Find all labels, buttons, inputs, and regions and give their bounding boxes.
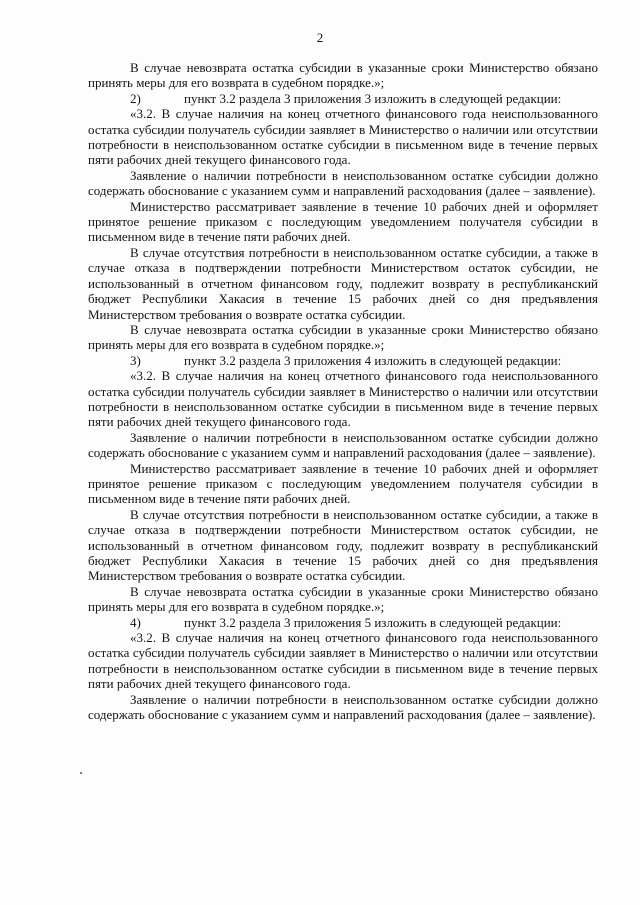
paragraph: «3.2. В случае наличия на конец отчетного финансового года неиспользованного остатка субсидии получатель субсидии заявляет в Министерство о наличии или отсутствии потребности в неиспользованном остатке субсидии в письменном виде в течение первых пяти рабочих дней текущего финансового года.	[88, 106, 598, 168]
paragraph: Министерство рассматривает заявление в течение 10 рабочих дней и оформляет принятое решение приказом с последующим уведомлением получателя субсидии в письменном виде в течение пяти рабочих дней.	[88, 198, 598, 245]
list-item-text: пункт 3.2 раздела 3 приложения 4 изложить в следующей редакции:	[184, 352, 562, 368]
paragraph: «3.2. В случае наличия на конец отчетного финансового года неиспользованного остатка субсидии получатель субсидии заявляет в Министерство о наличии или отсутствии потребности в неиспользованном остатке субсидии в письменном виде в течение первых пяти рабочих дней текущего финансового года.	[88, 630, 598, 692]
document-body	[88, 60, 598, 722]
scan-speck	[80, 772, 82, 774]
list-item-number: 2)	[130, 90, 141, 106]
list-item-text: пункт 3.2 раздела 3 приложения 3 изложить в следующей редакции:	[184, 90, 562, 106]
paragraph: Заявление о наличии потребности в неиспользованном остатке субсидии должно содержать обоснование с указанием сумм и направлений расходования (далее – заявление).	[88, 429, 598, 461]
paragraph: В случае невозврата остатка субсидии в указанные сроки Министерство обязано принять меры для его возврата в судебном порядке.»;	[88, 583, 598, 615]
paragraph: В случае отсутствия потребности в неиспользованном остатке субсидии, а также в случае отказа в подтверждении потребности Министерством остаток субсидии, не использованный в отчетном финансовом году, подлежит возврату в республиканский бюджет Республики Хакасия в течение 15 рабочих дней со дня предъявления Министерством требования о возврате остатка субсидии.	[88, 506, 598, 584]
paragraph: В случае отсутствия потребности в неиспользованном остатке субсидии, а также в случае отказа в подтверждении потребности Министерством остаток субсидии, не использованный в отчетном финансовом году, подлежит возврату в республиканский бюджет Республики Хакасия в течение 15 рабочих дней со дня предъявления Министерством требования о возврате остатка субсидии.	[88, 244, 598, 322]
paragraph: В случае невозврата остатка субсидии в указанные сроки Министерство обязано принять меры для его возврата в судебном порядке.»;	[88, 321, 598, 353]
list-item	[88, 91, 598, 106]
paragraph: В случае невозврата остатка субсидии в указанные сроки Министерство обязано принять меры для его возврата в судебном порядке.»;	[88, 60, 598, 91]
list-item-text: пункт 3.2 раздела 3 приложения 5 изложить в следующей редакции:	[184, 614, 562, 630]
paragraph: Министерство рассматривает заявление в течение 10 рабочих дней и оформляет принятое решение приказом с последующим уведомлением получателя субсидии в письменном виде в течение пяти рабочих дней.	[88, 460, 598, 507]
paragraph: Заявление о наличии потребности в неиспользованном остатке субсидии должно содержать обоснование с указанием сумм и направлений расходования (далее – заявление).	[88, 167, 598, 199]
list-item-number: 3)	[130, 352, 141, 368]
list-item	[88, 615, 598, 630]
paragraph: Заявление о наличии потребности в неиспользованном остатке субсидии должно содержать обоснование с указанием сумм и направлений расходования (далее – заявление).	[88, 691, 598, 723]
paragraph: «3.2. В случае наличия на конец отчетного финансового года неиспользованного остатка субсидии получатель субсидии заявляет в Министерство о наличии или отсутствии потребности в неиспользованном остатке субсидии в письменном виде в течение первых пяти рабочих дней текущего финансового года.	[88, 368, 598, 430]
page-number: 2	[316, 30, 324, 45]
list-item	[88, 353, 598, 368]
list-item-number: 4)	[130, 614, 141, 630]
